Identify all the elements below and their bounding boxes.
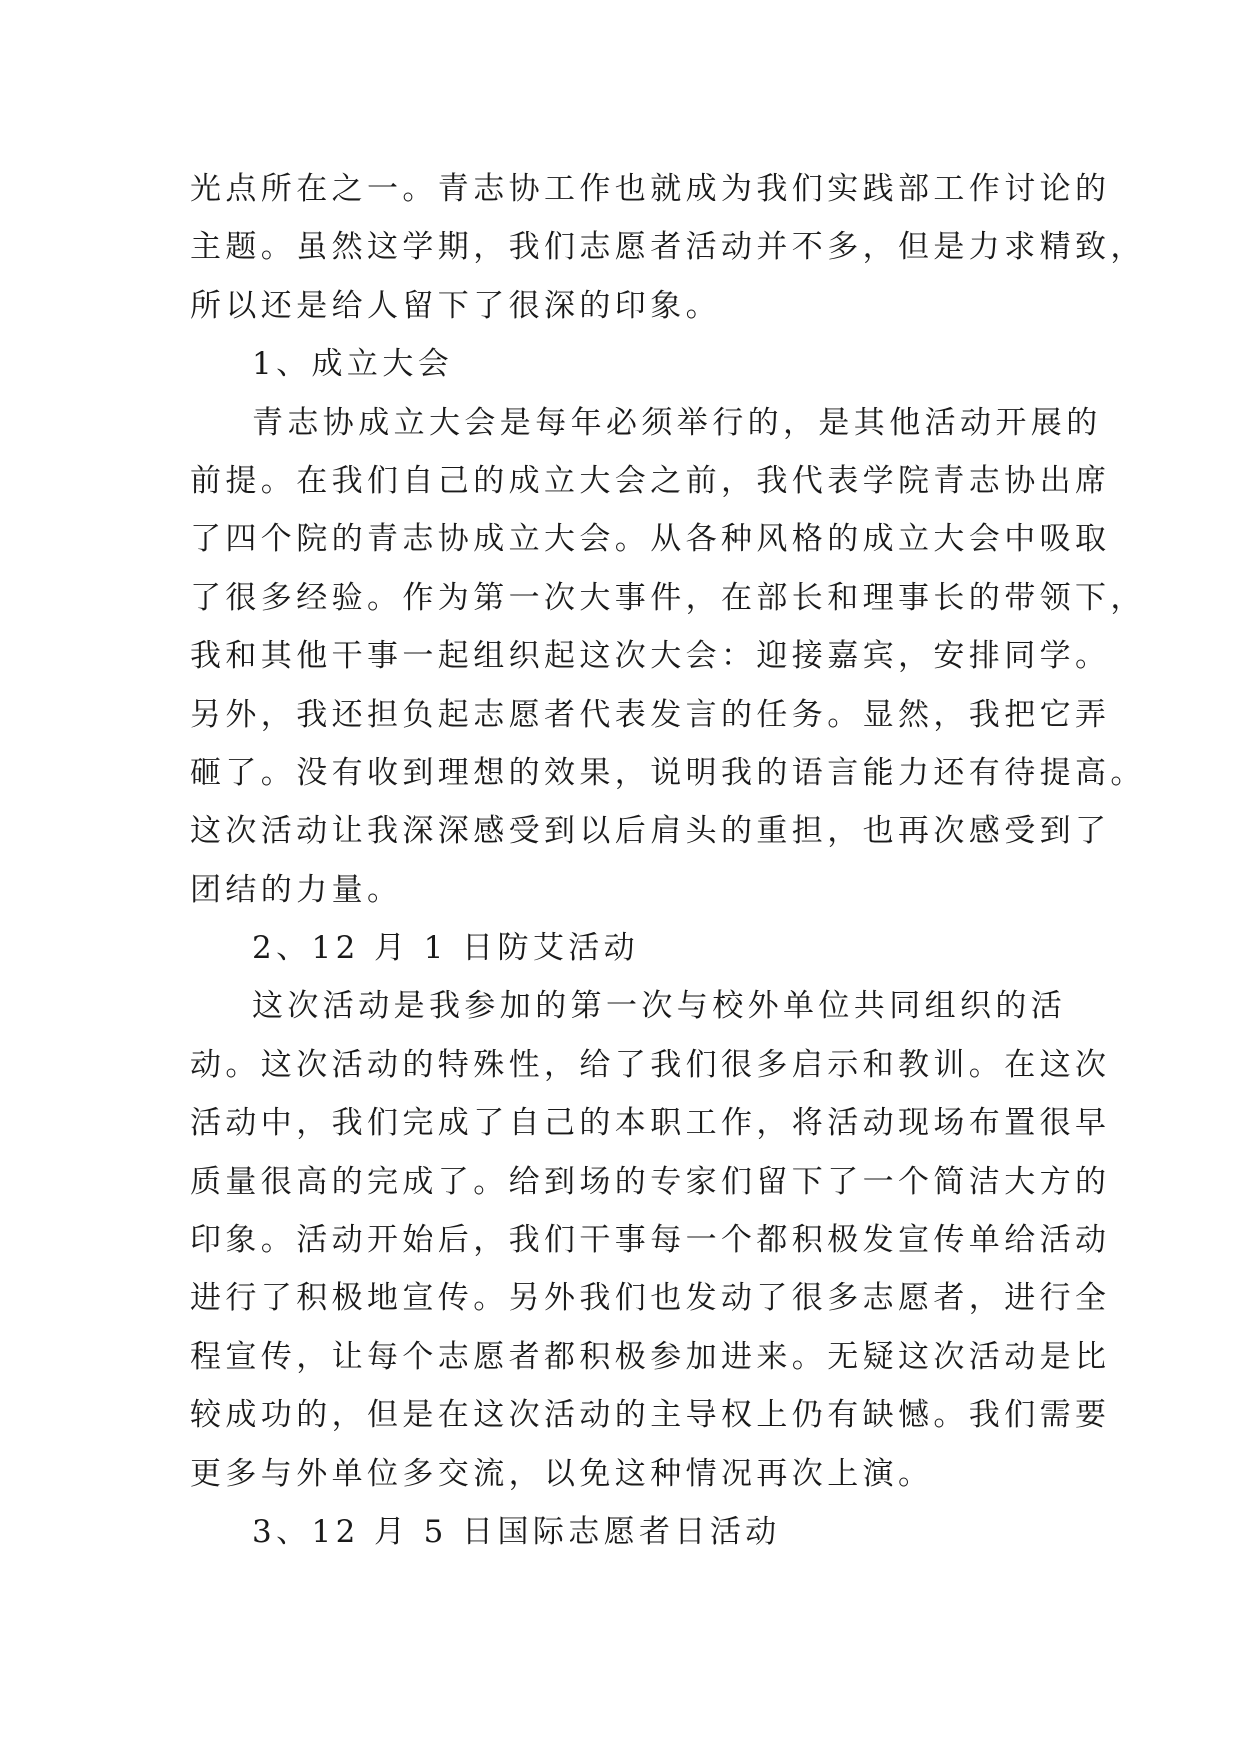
body-line: 了四个院的青志协成立大会。从各种风格的成立大会中吸取 — [190, 521, 1111, 558]
body-line: 活动中，我们完成了自己的本职工作，将活动现场布置很早 — [190, 1105, 1111, 1142]
body-line: 我和其他干事一起组织起这次大会：迎接嘉宾，安排同学。 — [190, 638, 1111, 675]
section-heading-2: 2、12 月 1 日防艾活动 — [252, 930, 640, 967]
body-line: 这次活动是我参加的第一次与校外单位共同组织的活 — [252, 988, 1067, 1025]
section-heading-1: 1、成立大会 — [252, 346, 454, 383]
body-line: 更多与外单位多交流，以免这种情况再次上演。 — [190, 1455, 934, 1492]
body-line: 了很多经验。作为第一次大事件，在部长和理事长的带领下， — [190, 579, 1146, 616]
section-heading-3: 3、12 月 5 日国际志愿者日活动 — [252, 1513, 781, 1550]
body-line: 质量很高的完成了。给到场的专家们留下了一个简洁大方的 — [190, 1163, 1111, 1200]
body-line: 动。这次活动的特殊性，给了我们很多启示和教训。在这次 — [190, 1046, 1111, 1083]
body-line: 较成功的，但是在这次活动的主导权上仍有缺憾。我们需要 — [190, 1397, 1111, 1434]
body-line: 团结的力量。 — [190, 871, 403, 908]
body-line: 印象。活动开始后，我们干事每一个都积极发宣传单给活动 — [190, 1222, 1111, 1259]
body-line: 所以还是给人留下了很深的印象。 — [190, 287, 721, 324]
body-line: 这次活动让我深深感受到以后肩头的重担，也再次感受到了 — [190, 813, 1111, 850]
body-line: 进行了积极地宣传。另外我们也发动了很多志愿者，进行全 — [190, 1280, 1111, 1317]
body-line: 青志协成立大会是每年必须举行的，是其他活动开展的 — [252, 404, 1102, 441]
body-line: 前提。在我们自己的成立大会之前，我代表学院青志协出席 — [190, 462, 1111, 499]
body-line: 程宣传，让每个志愿者都积极参加进来。无疑这次活动是比 — [190, 1338, 1111, 1375]
body-line: 砸了。没有收到理想的效果，说明我的语言能力还有待提高。 — [190, 754, 1146, 791]
body-line: 光点所在之一。青志协工作也就成为我们实践部工作讨论的 — [190, 171, 1111, 207]
document-body — [190, 160, 1146, 1561]
body-line: 另外，我还担负起志愿者代表发言的任务。显然，我把它弄 — [190, 696, 1111, 733]
body-line: 主题。虽然这学期，我们志愿者活动并不多，但是力求精致， — [190, 229, 1146, 266]
